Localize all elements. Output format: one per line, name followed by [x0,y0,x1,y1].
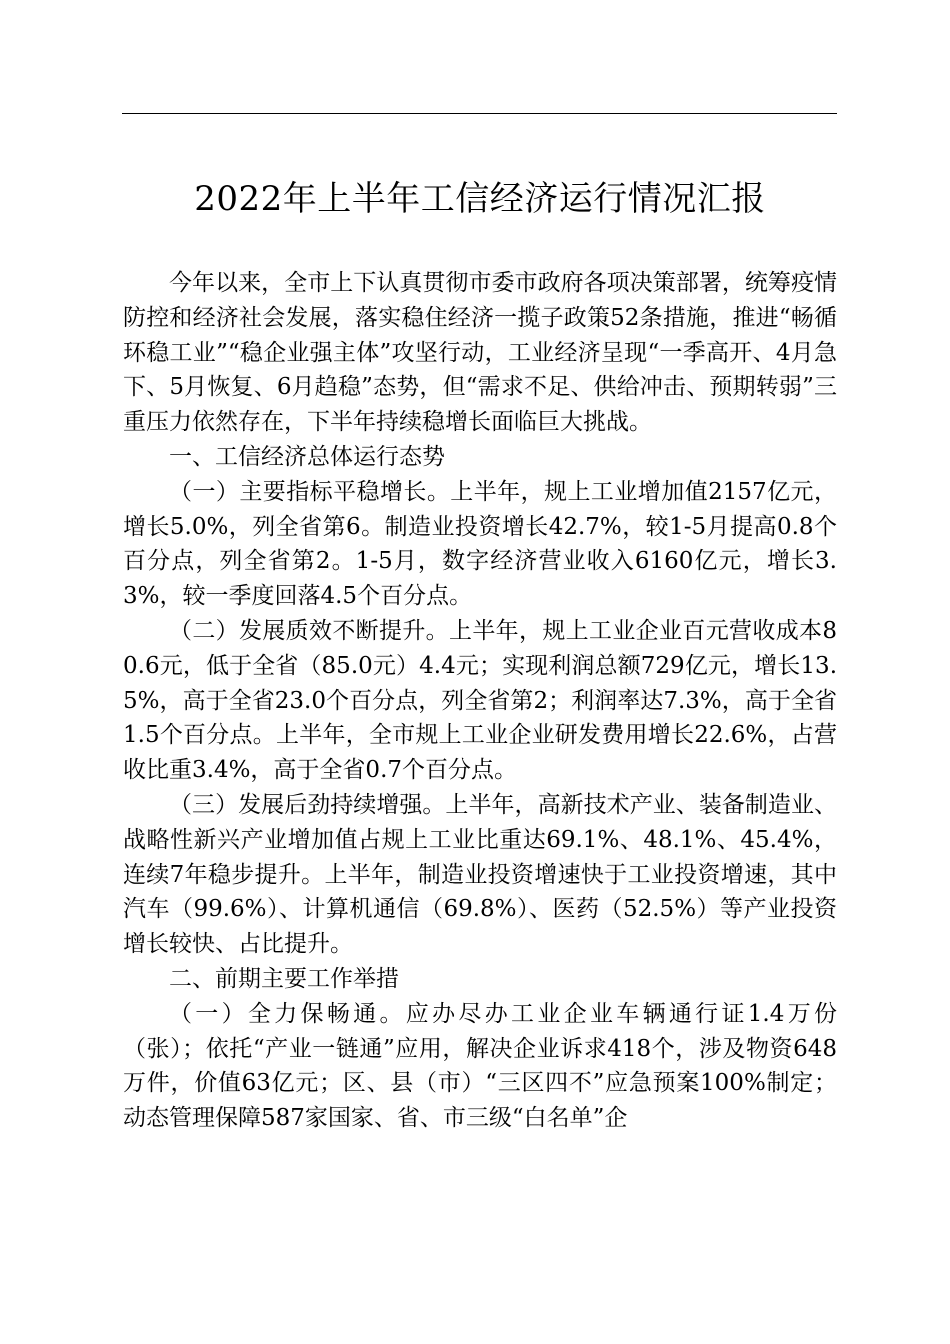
paragraph-quality-efficiency: （二）发展质效不断提升。上半年，规上工业企业百元营收成本80.6元，低于全省（85.0元）4.4元；实现利润总额729亿元，增长13.5%，高于全省23.0个百分点，列全省第2；利润率达7.3%，高于全省1.5个百分点。上半年，全市规上工业企业研发费用增长22.6%，占营收比重3.4%，高于全省0.7个百分点。 [123,617,837,784]
intro-paragraph: 今年以来，全市上下认真贯彻市委市政府各项决策部署，统筹疫情防控和经济社会发展，落实稳住经济一揽子政策52条措施，推进“畅循环稳工业”“稳企业强主体”攻坚行动，工业经济呈现“一季高开、4月急下、5月恢复、6月趋稳”态势，但“需求不足、供给冲击、预期转弱”三重压力依然存在，下半年持续稳增长面临巨大挑战。 [123,270,837,436]
section-heading-1: 一、工信经济总体运行态势 [169,443,445,470]
header-rule [122,113,837,114]
paragraph-main-indicators: （一）主要指标平稳增长。上半年，规上工业增加值2157亿元，增长5.0%，列全省第6。制造业投资增长42.7%，较1-5月提高0.8个百分点，列全省第2。1-5月，数字经济营业收入6160亿元，增长3.3%，较一季度回落4.5个百分点。 [123,478,837,610]
document-title: 2022年上半年工信经济运行情况汇报 [194,179,766,219]
document-body [123,266,837,1136]
paragraph-development-momentum: （三）发展后劲持续增强。上半年，高新技术产业、装备制造业、战略性新兴产业增加值占规上工业比重达69.1%、48.1%、45.4%，连续7年稳步提升。上半年，制造业投资增速快于工业投资增速，其中汽车（99.6%）、计算机通信（69.8%）、医药（52.5%）等产业投资增长较快、占比提升。 [123,791,837,958]
section-heading-2: 二、前期主要工作举措 [169,965,399,992]
paragraph-ensure-smooth-flow: （一）全力保畅通。应办尽办工业企业车辆通行证1.4万份（张）；依托“产业一链通”应用，解决企业诉求418个，涉及物资648万件，价值63亿元；区、县（市）“三区四不”应急预案100%制定；动态管理保障587家国家、省、市三级“白名单”企 [123,1000,837,1132]
